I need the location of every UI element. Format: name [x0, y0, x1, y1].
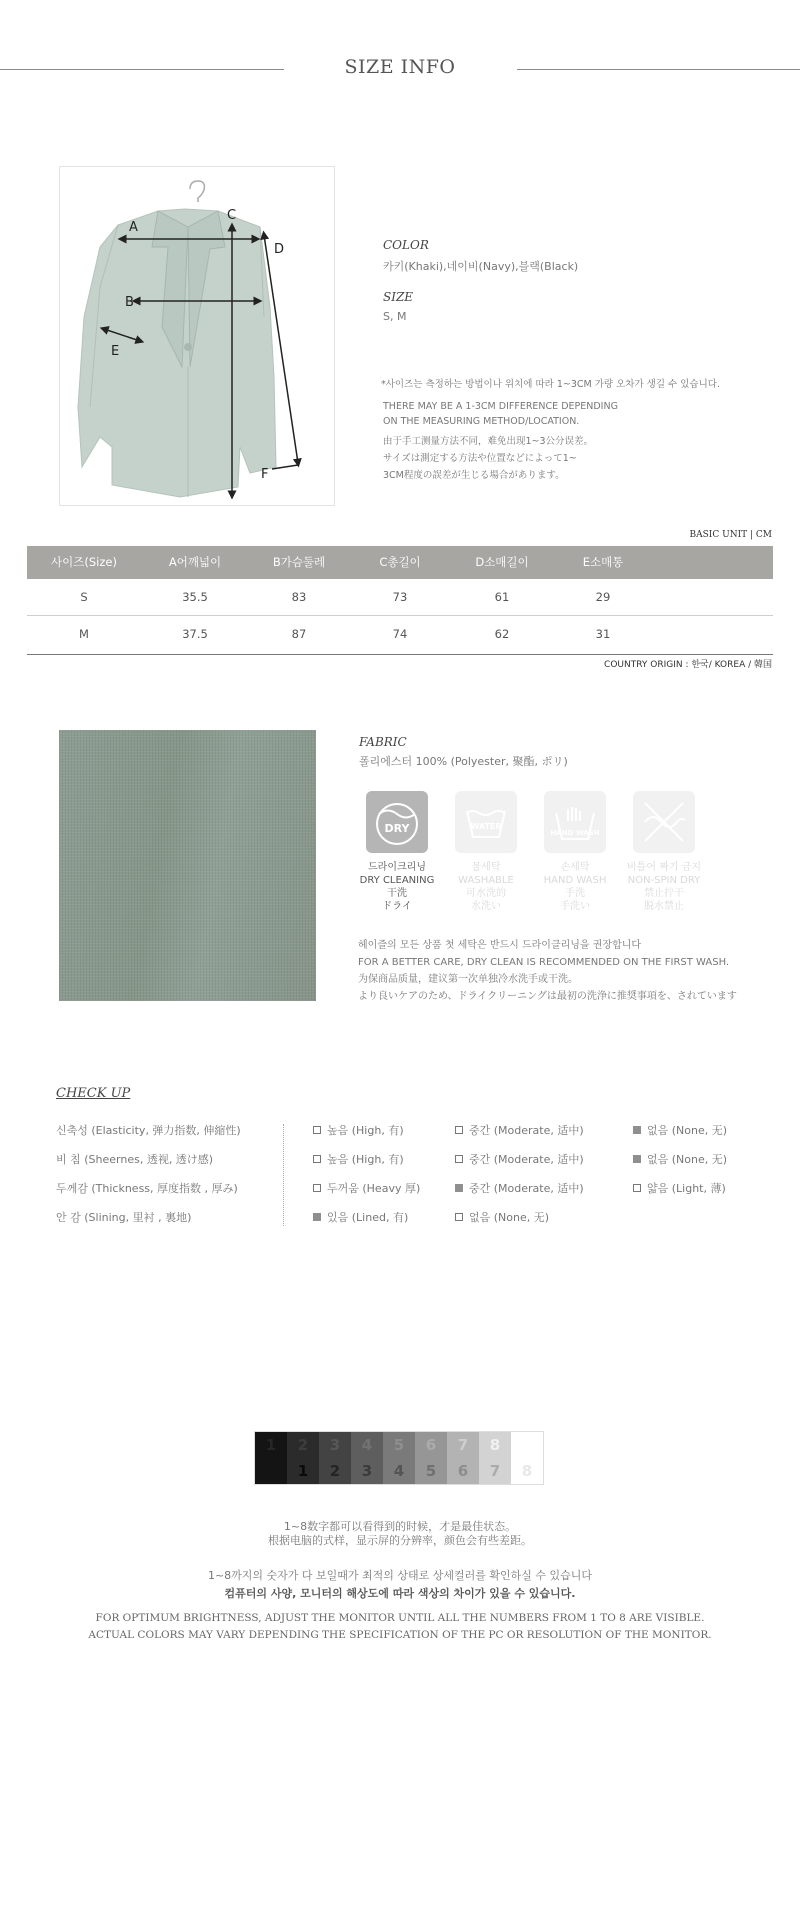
care-label: 脱水禁止	[644, 901, 684, 912]
checkbox-checked	[633, 1126, 641, 1134]
point-c: C	[227, 208, 237, 223]
check-option-label: 중간 (Moderate, 适中)	[469, 1124, 584, 1137]
wash-note: 为保商品质量，建议第一次单独冷水洗手或干洗。	[358, 974, 578, 985]
care-dry-cleaning	[357, 791, 437, 913]
table-cell: S	[80, 590, 88, 604]
checkbox	[313, 1126, 321, 1134]
brightness-cell: 5	[415, 1458, 447, 1484]
brightness-cell: 4	[383, 1458, 415, 1484]
wash-note: FOR A BETTER CARE, DRY CLEAN IS RECOMMENDED ON THE FIRST WASH.	[358, 957, 730, 968]
brightness-cell: 2	[319, 1458, 351, 1484]
care-no-wring	[624, 791, 704, 913]
brightness-cell: 7	[479, 1458, 511, 1484]
color-label: COLOR	[383, 238, 429, 252]
brightness-cell: 7	[447, 1432, 479, 1458]
checkbox	[313, 1155, 321, 1163]
check-option-label: 중간 (Moderate, 适中)	[469, 1182, 584, 1195]
brightness-cell: 6	[447, 1458, 479, 1484]
table-cell: 31	[595, 627, 611, 641]
size-table-header	[27, 546, 773, 579]
point-b: B	[125, 295, 134, 310]
check-label: 비 침 (Sheernes, 透视, 透け感)	[56, 1153, 214, 1166]
check-option	[455, 1209, 549, 1225]
brightness-cell: 2	[287, 1432, 319, 1458]
checkbox	[455, 1155, 463, 1163]
table-cell: 62	[494, 627, 510, 641]
header-chest: B가슴둘레	[272, 555, 326, 569]
brightness-test-strip	[254, 1431, 544, 1485]
brightness-cell: 1	[287, 1458, 319, 1484]
dry-icon-text: DRY	[384, 822, 410, 835]
unit-label: BASIC UNIT | CM	[689, 530, 772, 540]
wash-note: より良いケアのため、ドライクリーニングは最初の洗浄に推奨事項を、されています	[358, 991, 737, 1002]
brightness-cell: 8	[511, 1458, 543, 1484]
check-label: 두께감 (Thickness, 厚度指数 , 厚み)	[56, 1182, 238, 1195]
check-row-lining	[0, 1209, 800, 1229]
size-value: S, M	[383, 310, 407, 323]
check-option	[455, 1180, 584, 1196]
footer-zh-1: 1~8数字都可以看得到的时候，才是最佳状态。	[283, 1520, 517, 1533]
size-label: SIZE	[383, 290, 414, 304]
table-cell: 61	[494, 590, 510, 604]
care-label: NON-SPIN DRY	[627, 875, 701, 886]
check-row-thickness	[0, 1180, 800, 1200]
table-cell: 35.5	[182, 590, 208, 604]
brightness-cell: 1	[255, 1432, 287, 1458]
check-option-label: 없음 (None, 无)	[469, 1211, 550, 1224]
footer-en-1: FOR OPTIMUM BRIGHTNESS, ADJUST THE MONITOR UNTIL ALL THE NUMBERS FROM 1 TO 8 ARE VISIBLE.	[95, 1612, 705, 1624]
care-label: 손세탁	[560, 862, 590, 873]
point-e: E	[111, 344, 120, 359]
check-option	[633, 1122, 727, 1138]
care-label: 干洗	[387, 888, 407, 899]
care-washable	[446, 791, 526, 913]
wash-notes	[358, 937, 737, 1005]
fabric-label: FABRIC	[359, 735, 407, 749]
care-label: WASHABLE	[458, 875, 514, 886]
brightness-cell: 3	[351, 1458, 383, 1484]
brightness-cell: 6	[415, 1432, 447, 1458]
check-option-label: 있음 (Lined, 有)	[327, 1211, 409, 1224]
header-size: 사이즈(Size)	[51, 555, 117, 569]
check-up-title: CHECK UP	[56, 1086, 131, 1101]
garment-diagram	[59, 166, 335, 506]
table-cell: M	[79, 627, 89, 641]
fabric-value: 폴리에스터 100% (Polyester, 聚酯, ポリ)	[359, 755, 568, 768]
page-title: SIZE INFO	[344, 56, 456, 78]
care-label: DRY CLEANING	[359, 875, 435, 886]
check-option-label: 중간 (Moderate, 适中)	[469, 1153, 584, 1166]
brightness-cell	[255, 1458, 287, 1484]
country-origin: COUNTRY ORIGIN : 한국/ KOREA / 韓国	[604, 660, 772, 670]
care-hand-wash	[535, 791, 615, 913]
checkbox-checked	[313, 1213, 321, 1221]
check-option	[455, 1151, 584, 1167]
check-option	[633, 1151, 727, 1167]
care-label: 水洗い	[471, 901, 501, 912]
header-sleeve-length: D소매길이	[475, 555, 529, 569]
table-cell: 87	[291, 627, 307, 641]
header-shoulder: A어깨넓이	[168, 555, 222, 569]
brightness-cell: 3	[319, 1432, 351, 1458]
brightness-cell	[511, 1432, 543, 1458]
table-row	[27, 616, 773, 652]
measure-note-ko: *사이즈는 측정하는 방법이나 위치에 따라 1~3CM 가량 오차가 생길 수 있습니다.	[381, 379, 720, 390]
point-d: D	[274, 242, 285, 257]
header-sleeve-width: E소매통	[582, 555, 624, 569]
fabric-swatch	[59, 730, 316, 1001]
check-option-label: 없음 (None, 无)	[647, 1124, 728, 1137]
check-option-label: 두꺼움 (Heavy 厚)	[327, 1182, 421, 1195]
jacket-illustration	[60, 167, 334, 505]
table-cell: 37.5	[182, 627, 208, 641]
check-option	[313, 1151, 404, 1167]
hand-wash-icon	[544, 791, 606, 853]
checkbox	[455, 1213, 463, 1221]
check-option-label: 높음 (High, 有)	[327, 1153, 404, 1166]
check-option-label: 얇음 (Light, 薄)	[647, 1182, 726, 1195]
measure-note-en-2: ON THE MEASURING METHOD/LOCATION.	[383, 416, 580, 427]
point-f: F	[261, 467, 269, 482]
care-label: 드라이크리닝	[368, 862, 426, 873]
care-label: HAND WASH	[543, 875, 607, 886]
footer-zh-2: 根据电脑的式样，显示屏的分辨率，颜色会有些差距。	[268, 1534, 532, 1547]
check-option-label: 높음 (High, 有)	[327, 1124, 404, 1137]
footer-ko-2: 컴퓨터의 사양, 모니터의 해상도에 따라 색상의 차이가 있을 수 있습니다.	[224, 1587, 576, 1600]
check-row-sheerness	[0, 1151, 800, 1171]
point-a: A	[129, 220, 138, 235]
check-option-label: 없음 (None, 无)	[647, 1153, 728, 1166]
care-label: 手洗い	[560, 901, 590, 912]
check-option	[313, 1180, 420, 1196]
footer-en-2: ACTUAL COLORS MAY VARY DEPENDING THE SPECIFICATION OF THE PC OR RESOLUTION OF THE MONITOR.	[88, 1629, 712, 1641]
table-cell: 83	[291, 590, 307, 604]
color-value: 카키(Khaki),네이비(Navy),블랙(Black)	[383, 260, 579, 273]
check-option	[455, 1122, 584, 1138]
care-label: 手洗	[565, 888, 585, 899]
dry-clean-icon	[366, 791, 428, 853]
table-cell: 74	[392, 627, 408, 641]
brightness-cell: 8	[479, 1432, 511, 1458]
footer-ko-1: 1~8까지의 숫자가 다 보일때가 최적의 상태로 상세컬러를 확인하실 수 있습니다	[207, 1569, 593, 1582]
wash-note: 헤이즐의 모든 상품 첫 세탁은 반드시 드라이클리닝을 권장합니다	[358, 940, 642, 951]
care-label: 禁止拧干	[644, 888, 684, 899]
measure-note-ja-2: 3CM程度の誤差が生じる場合があります。	[383, 470, 565, 481]
brightness-cell: 5	[383, 1432, 415, 1458]
water-icon-text: WATER	[470, 822, 502, 831]
measure-note-en-1: THERE MAY BE A 1-3CM DIFFERENCE DEPENDING	[383, 401, 618, 412]
water-wash-icon	[455, 791, 517, 853]
table-bottom-rule	[27, 654, 773, 655]
check-option	[633, 1180, 726, 1196]
check-option	[313, 1209, 408, 1225]
table-cell: 73	[392, 590, 408, 604]
care-label: ドライ	[382, 901, 412, 912]
care-label: 물세탁	[471, 862, 501, 873]
care-label: 비틀어 짜기 금지	[627, 862, 701, 873]
header-length: C총길이	[379, 555, 421, 569]
check-row-elasticity	[0, 1122, 800, 1142]
checkbox-checked	[455, 1184, 463, 1192]
checkbox	[313, 1184, 321, 1192]
no-wring-icon	[633, 791, 695, 853]
checkbox	[455, 1126, 463, 1134]
check-label: 안 감 (Slining, 里衬 , 裏地)	[56, 1211, 192, 1224]
care-label: 可水洗的	[466, 888, 506, 899]
measure-note-zh: 由于手工测量方法不同，难免出现1~3公分误差。	[383, 436, 594, 447]
measure-note-ja-1: サイズは測定する方法や位置などによって1~	[383, 453, 577, 464]
brightness-cell: 4	[351, 1432, 383, 1458]
check-option	[313, 1122, 404, 1138]
table-cell: 29	[595, 590, 611, 604]
check-label: 신축성 (Elasticity, 弹力指数, 伸縮性)	[56, 1124, 241, 1137]
checkbox	[633, 1184, 641, 1192]
checkbox-checked	[633, 1155, 641, 1163]
table-row	[27, 579, 773, 616]
hand-wash-icon-text: HAND WASH	[550, 829, 600, 837]
